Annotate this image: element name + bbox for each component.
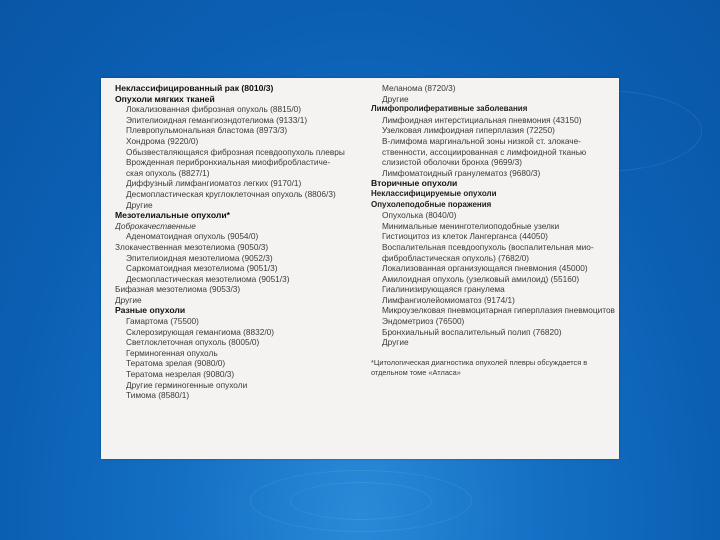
- document-page: [101, 78, 619, 459]
- list-item: Лимфоматоидный гранулематоз (9680/3): [382, 167, 541, 178]
- list-item: Гиалинизирующаяся гранулема: [382, 284, 505, 295]
- list-item: Аденоматоидная опухоль (9054/0): [126, 231, 259, 242]
- list-item: ственности, ассоциированная с лимфоидной тканью: [382, 146, 587, 157]
- list-item: В-лимфома маргинальной зоны низкой ст. злокаче-: [382, 135, 581, 146]
- list-item: Светлоклеточная опухоль (8005/0): [126, 337, 260, 348]
- list-item: Десмопластическая мезотелиома (9051/3): [126, 273, 290, 284]
- section-heading: Неклассифицированный рак (8010/3): [115, 83, 274, 93]
- list-item: Другие: [115, 294, 142, 305]
- section-heading: Опухоли мягких тканей: [115, 93, 215, 104]
- list-item: Врожденная перибронхиальная миофибробластиче-: [126, 157, 331, 168]
- list-item: фибробластическая опухоль) (7682/0): [382, 252, 530, 263]
- list-item: ская опухоль (8827/1): [126, 167, 210, 178]
- list-item: Эндометриоз (76500): [382, 316, 465, 327]
- list-item: Эпителиоидная гемангиоэндотелиома (9133/1): [126, 114, 308, 125]
- list-item: Лимфангиолейомиоматоз (9174/1): [382, 294, 515, 305]
- list-item: Плевропульмональная бластома (8973/3): [126, 125, 288, 136]
- background-ripple: [290, 482, 432, 520]
- list-item: Тератома незрелая (9080/3): [126, 369, 235, 380]
- list-item: Локализованная организующаяся пневмония (45000): [382, 263, 588, 274]
- section-heading: Мезотелиальные опухоли*: [115, 210, 230, 221]
- left-column: [115, 83, 365, 401]
- list-item: Бронхиальный воспалительный полип (76820): [382, 326, 562, 337]
- section-heading: Опухолеподобные поражения: [371, 199, 492, 209]
- list-item: Меланома (8720/3): [382, 83, 456, 93]
- list-item: Локализованная фиброзная опухоль (8815/0): [126, 104, 302, 115]
- list-item: Десмопластическая круглоклеточная опухоль (8806/3): [126, 188, 336, 199]
- list-item: Склерозирующая гемангиома (8832/0): [126, 326, 275, 337]
- list-item: Амилоидная опухоль (узелковый амилоид) (55160): [382, 273, 580, 284]
- section-heading: Неклассифицируемые опухоли: [371, 188, 497, 198]
- list-item: Герминогенная опухоль: [126, 347, 218, 358]
- list-item: Диффузный лимфангиоматоз легких (9170/1): [126, 178, 302, 189]
- list-item: Узелковая лимфоидная гиперплазия (72250): [382, 125, 555, 136]
- section-heading: Лимфопролиферативные заболевания: [371, 104, 528, 114]
- list-item: Опухолька (8040/0): [382, 210, 457, 221]
- list-item: Другие герминогенные опухоли: [126, 379, 248, 390]
- list-item: Другие: [126, 199, 153, 210]
- list-item: Саркоматоидная мезотелиома (9051/3): [126, 263, 278, 274]
- list-item: Минимальные менинготелиоподобные узелки: [382, 220, 560, 231]
- list-item: Тимома (8580/1): [126, 390, 190, 401]
- right-column: [371, 83, 615, 378]
- list-item: Доброкачественные: [115, 220, 196, 231]
- list-item: Лимфоидная интерстициальная пневмония (43150): [382, 114, 582, 125]
- list-item: Хондрома (9220/0): [126, 135, 199, 146]
- list-item: Гистиоцитоз из клеток Лангерганса (44050): [382, 231, 548, 242]
- list-item: Злокачественная мезотелиома (9050/3): [115, 241, 269, 252]
- list-item: Обызвествляющаяся фиброзная псевдоопухоль плевры: [126, 146, 345, 157]
- right-column-lines: [371, 83, 615, 348]
- list-item: слизистой оболочки бронха (9699/3): [382, 157, 522, 168]
- list-item: Другие: [382, 337, 409, 348]
- section-heading: Вторичные опухоли: [371, 178, 458, 189]
- list-item: Воспалительная псевдоопухоль (воспалительная мио-: [382, 241, 594, 252]
- list-item: Микроузелковая пневмоцитарная гиперплазия пневмоцитов: [382, 305, 615, 316]
- section-heading: Разные опухоли: [115, 305, 186, 316]
- list-item: Эпителиоидная мезотелиома (9052/3): [126, 252, 273, 263]
- footnote: *Цитологическая диагностика опухолей плевры обсуждается в отдельном томе «Атласа»: [371, 357, 588, 377]
- list-item: Гамартома (75500): [126, 316, 199, 327]
- list-item: Бифазная мезотелиома (9053/3): [115, 284, 241, 295]
- list-item: Другие: [382, 93, 409, 104]
- list-item: Тератома зрелая (9080/0): [126, 358, 226, 369]
